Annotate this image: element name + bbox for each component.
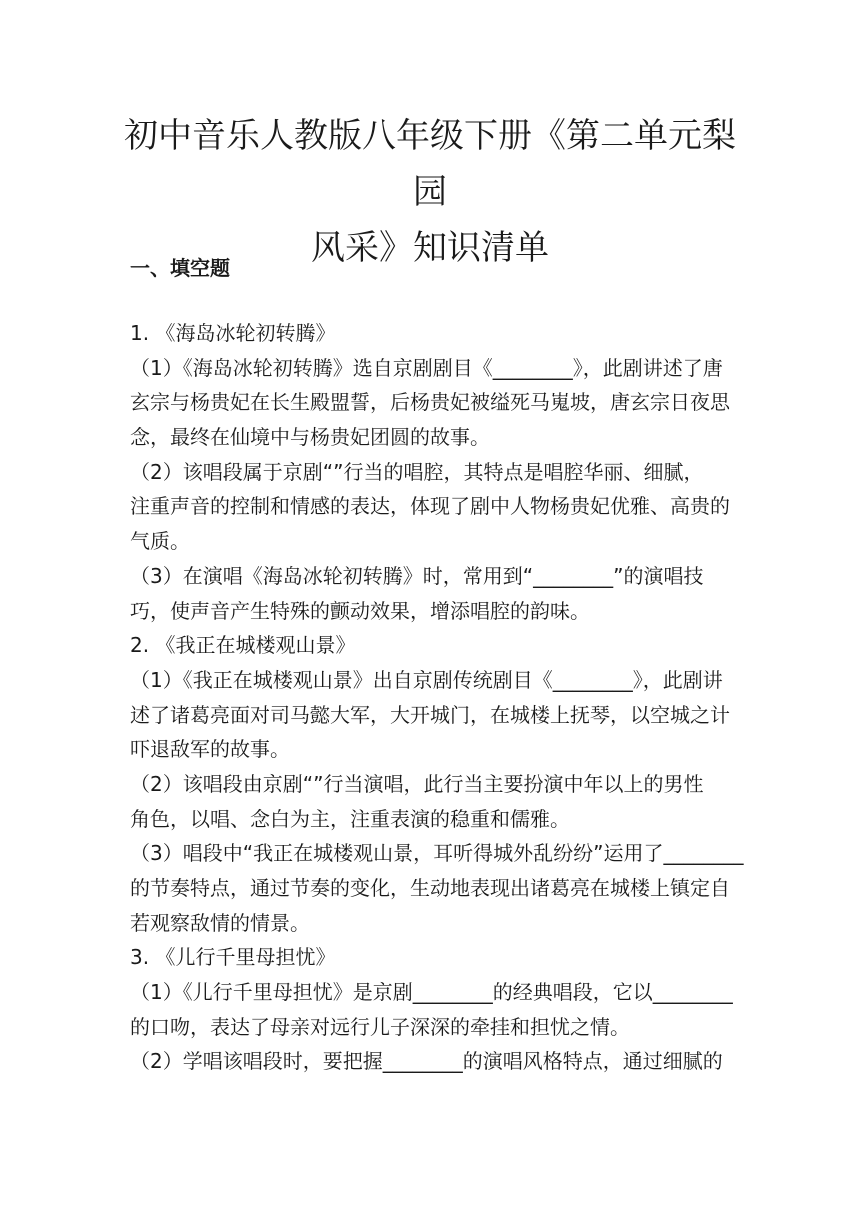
section-heading: 一、填空题: [130, 256, 230, 280]
question-heading: 1. 《海岛冰轮初转腾》: [130, 321, 336, 345]
text-line: （1）《海岛冰轮初转腾》选自京剧剧目《________》，此剧讲述了唐: [130, 355, 723, 380]
text-line: 气质。: [130, 529, 190, 554]
text-line: （3）在演唱《海岛冰轮初转腾》时，常用到“________”的演唱技: [130, 563, 704, 588]
document-title: [120, 108, 740, 276]
text-line: （2）该唱段属于京剧“”行当的唱腔，其特点是唱腔华丽、细腻，: [130, 459, 704, 484]
question-heading: 3. 《儿行千里母担忧》: [130, 945, 336, 970]
text-line: 巧，使声音产生特殊的颤动效果，增添唱腔的韵味。: [130, 598, 590, 623]
text-line: 玄宗与杨贵妃在长生殿盟誓，后杨贵妃被缢死马嵬坡，唐玄宗日夜思: [130, 390, 730, 415]
text-line: 念，最终在仙境中与杨贵妃团圆的故事。: [130, 425, 490, 450]
text-line: （2）该唱段由京剧“”行当演唱，此行当主要扮演中年以上的男性: [130, 771, 704, 796]
title-line-2: 风采》知识清单: [311, 228, 549, 268]
text-line: （1）《儿行千里母担忧》是京剧________的经典唱段，它以________: [130, 980, 733, 1005]
text-line: 吓退敌军的故事。: [130, 737, 290, 762]
document-body: [130, 316, 744, 1079]
title-line-1: 初中音乐人教版八年级下册《第二单元梨园: [124, 116, 736, 212]
text-line: 的节奏特点，通过节奏的变化，生动地表现出诸葛亮在城楼上镇定自: [130, 876, 730, 900]
question-heading: 2. 《我正在城楼观山景》: [130, 633, 356, 658]
text-line: 述了诸葛亮面对司马懿大军，大开城门，在城楼上抚琴，以空城之计: [130, 702, 730, 727]
text-line: 若观察敌情的情景。: [130, 910, 310, 935]
text-line: 的口吻，表达了母亲对远行儿子深深的牵挂和担忧之情。: [130, 1014, 630, 1039]
text-line: （2）学唱该唱段时，要把握________的演唱风格特点，通过细腻的: [130, 1049, 723, 1074]
text-line: （1）《我正在城楼观山景》出自京剧传统剧目《________》，此剧讲: [130, 667, 723, 692]
text-line: 注重声音的控制和情感的表达，体现了剧中人物杨贵妃优雅、高贵的: [130, 494, 730, 519]
text-line: （3）唱段中“我正在城楼观山景，耳听得城外乱纷纷”运用了________: [130, 841, 744, 866]
text-line: 角色，以唱、念白为主，注重表演的稳重和儒雅。: [130, 806, 570, 831]
